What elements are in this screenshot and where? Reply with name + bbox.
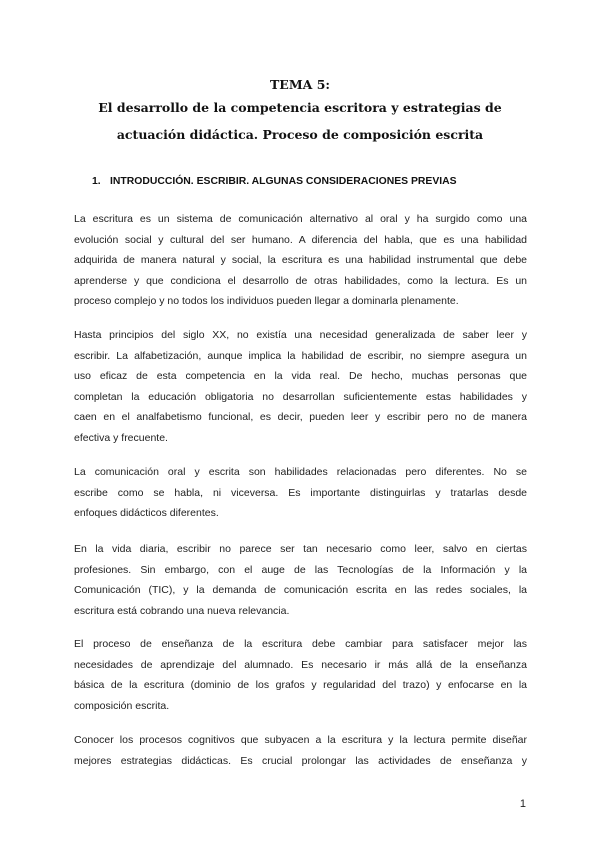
- paragraph-line: enfoques didácticos diferentes.: [74, 507, 219, 519]
- section-number: 1.: [92, 176, 101, 187]
- paragraph-line: La comunicación oral y escrita son habilidades relacionadas pero diferentes. No se: [74, 466, 527, 478]
- paragraph-4: [74, 539, 527, 621]
- paragraph-line: Conocer los procesos cognitivos que subyacen a la escritura y la lectura permite diseñar: [74, 734, 527, 746]
- paragraph-line: proceso complejo y no todos los individuos pueden llegar a dominarla plenamente.: [74, 295, 459, 307]
- paragraph-line: La escritura es un sistema de comunicación alternativo al oral y ha surgido como una: [74, 213, 527, 225]
- paragraph-line: aprenderse y que condiciona el desarrollo de otras habilidades, como la lectura. Es un: [74, 274, 527, 287]
- topic-heading: TEMA 5:: [269, 77, 331, 92]
- paragraph-line: evolución social y cultural del ser humano. A diferencia del habla, que es una habilidad: [74, 233, 527, 246]
- paragraph-line: En la vida diaria, escribir no parece ser tan necesario como leer, salvo en ciertas: [74, 543, 527, 555]
- paragraph-line: profesiones. Sin embargo, con el auge de las Tecnologías de la Información y la: [74, 563, 527, 576]
- paragraph-line: escribe como se habla, ni viceversa. Es importante distinguirlas y tratarlas desde: [74, 486, 527, 499]
- paragraph-line: El proceso de enseñanza de la escritura debe cambiar para satisfacer mejor las: [74, 638, 527, 650]
- paragraph-3: [74, 462, 527, 524]
- title-line-1: El desarrollo de la competencia escritora y estrategias de: [98, 100, 502, 115]
- section-title: INTRODUCCIÓN. ESCRIBIR. ALGUNAS CONSIDERACIONES PREVIAS: [110, 176, 457, 187]
- paragraph-line: escribir. La alfabetización, aunque implica la habilidad de escribir, no siempre asegura un: [74, 349, 527, 362]
- paragraph-6: [74, 730, 527, 771]
- page-number: 1: [519, 798, 526, 810]
- paragraph-line: Hasta principios del siglo XX, no existía una necesidad generalizada de saber leer y: [74, 329, 527, 341]
- paragraph-line: composición escrita.: [74, 699, 170, 712]
- paragraph-line: necesidades de aprendizaje del alumnado. Es necesario ir más allá de la enseñanza: [74, 658, 527, 671]
- paragraph-line: completan la educación obligatoria no desarrollan suficientemente estas habilidades y: [74, 390, 527, 403]
- paragraph-line: adquirida de manera natural y social, la escritura es una habilidad instrumental que debe: [74, 254, 527, 266]
- paragraph-2: [74, 325, 527, 448]
- paragraph-line: efectiva y frecuente.: [74, 431, 168, 444]
- paragraph-line: mejores estrategias didácticas. Es crucial prolongar las actividades de enseñanza y: [74, 754, 527, 767]
- paragraph-line: escritura está cobrando una nueva relevancia.: [74, 604, 290, 617]
- paragraph-5: [74, 634, 527, 716]
- paragraph-line: Comunicación (TIC), y la demanda de comunicación escrita en las redes sociales, la: [74, 584, 527, 596]
- paragraph-line: caen en el analfabetismo funcional, es decir, pueden leer y escribir pero no de manera: [74, 411, 527, 423]
- section-heading: [92, 176, 457, 187]
- paragraph-line: uso eficaz de esta competencia en la vida real. De hecho, muchas personas que: [74, 370, 527, 382]
- paragraph-1: [74, 209, 527, 312]
- title-line-2: actuación didáctica. Proceso de composición escrita: [116, 127, 484, 142]
- paragraph-line: básica de la escritura (dominio de los grafos y regularidad del trazo) y enfocarse en la: [74, 679, 527, 691]
